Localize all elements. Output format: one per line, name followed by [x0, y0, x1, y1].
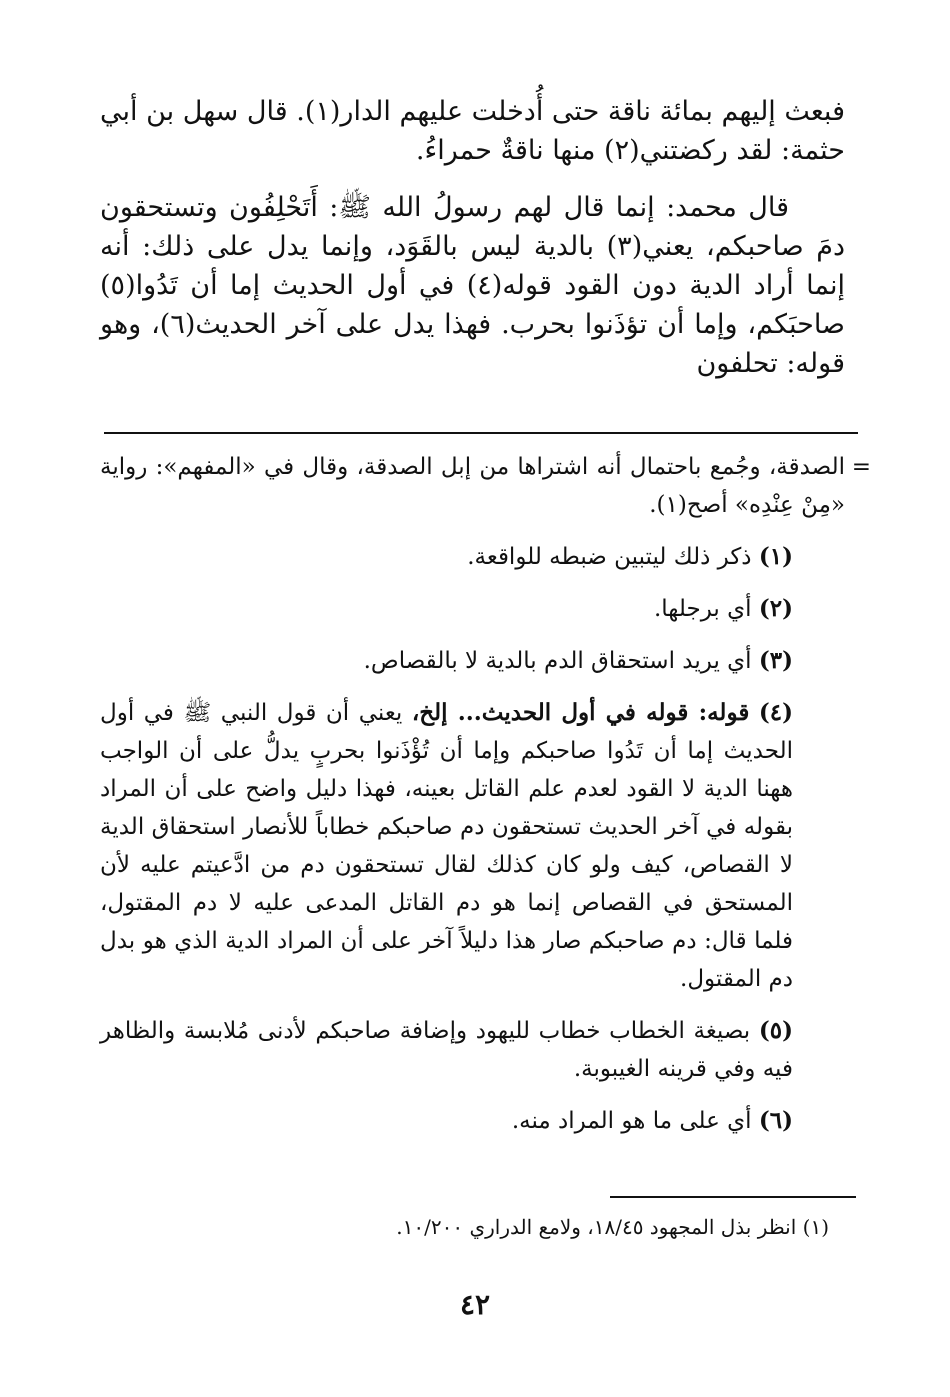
page-number: ٤٢ [459, 1288, 491, 1321]
footnote-item [100, 538, 845, 576]
footnote-number: (٣) [758, 647, 793, 674]
footnote-text: يعني أن قول النبي ﷺ في أول الحديث إما أن تَدُوا صاحبكم وإما أن تُؤْذَنوا بحربٍ يدلُّ على أن الواجب ههنا الدية لا القود لعدم علم القاتل بعينه، فهذا دليل واضح على أن المراد بقوله في آخر الحديث تستحقون دم صاحبكم خطاباً للأنصار استحقاق الدية لا القصاص، كيف ولو كان كذلك لقال تستحقون دم من ادَّعيتم عليه لأن المستحق في القصاص إنما هو دم القاتل المدعى عليه لا دم المقتول، فلما قال: دم صاحبكم صار هذا دليلاً آخر على أن المراد الدية الذي هو بدل دم المقتول. [100, 700, 793, 992]
footnote-item [100, 1012, 845, 1088]
footnote-number: (٦) [758, 1107, 793, 1134]
subnote-number: (١) [802, 1215, 829, 1239]
footnote-label: قوله: قوله في أول الحديث... إلخ، [411, 699, 750, 726]
subnote-text: انظر بذل المجهود ١٨/٤٥، ولامع الدراري ١٠/٢٠٠. [396, 1215, 797, 1239]
subnote-separator [610, 1196, 856, 1198]
footnote-number: (٥) [758, 1017, 794, 1044]
footnotes [100, 448, 871, 1154]
footnote-item [100, 642, 845, 680]
footnote-text: أي على ما هو المراد منه. [511, 1108, 752, 1134]
main-paragraph: فبعث إليهم بمائة ناقة حتى أُدخلت عليهم الدار(١). قال سهل بن أبي حثمة: لقد ركضتني(٢) منها ناقةٌ حمراءُ. [100, 96, 845, 166]
footnote-text: ذكر ذلك ليتبين ضبطه للواقعة. [467, 544, 752, 570]
footnote-item [100, 694, 845, 998]
footnote-text: أي برجلها. [653, 596, 752, 622]
footnote-text: أي يريد استحقاق الدم بالدية لا بالقصاص. [363, 648, 752, 674]
footnote-item [100, 1102, 845, 1140]
footnote-number: (٢) [758, 595, 793, 622]
main-paragraph: قال محمد: إنما قال لهم رسولُ الله ﷺ: أَتَحْلِفُون وتستحقون دمَ صاحبكم، يعني(٣) بالدية ليس بالقَوَد، وإنما يدل على ذلك: أنه إنما أراد الدية دون القود قوله(٤) في أول الحديث إما أن تَدُوا(٥) صاحبَكم، وإما أن تؤذَنوا بحرب. فهذا يدل على آخر الحديث(٦)، وهو قوله: تحلفون [100, 192, 846, 379]
subnote-item [100, 1212, 845, 1242]
footnote-number: (١) [758, 543, 793, 570]
footnote-continuation [100, 448, 871, 524]
subnotes [100, 1212, 845, 1242]
main-text [100, 92, 845, 401]
footnote-number: (٤) [758, 699, 794, 726]
footnote-continuation-text: الصدقة، وجُمع باحتمال أنه اشتراها من إبل الصدقة، وقال في «المفهم»: رواية «مِنْ عِنْدِه» أصح(١). [100, 454, 845, 518]
footnote-separator [104, 432, 858, 434]
continuation-mark: = [851, 454, 871, 480]
footnote-item [100, 590, 845, 628]
footnote-text: بصيغة الخطاب خطاب لليهود وإضافة صاحبكم لأدنى مُلابسة والظاهر فيه وفي قرينه الغيبوبة. [100, 1018, 793, 1082]
